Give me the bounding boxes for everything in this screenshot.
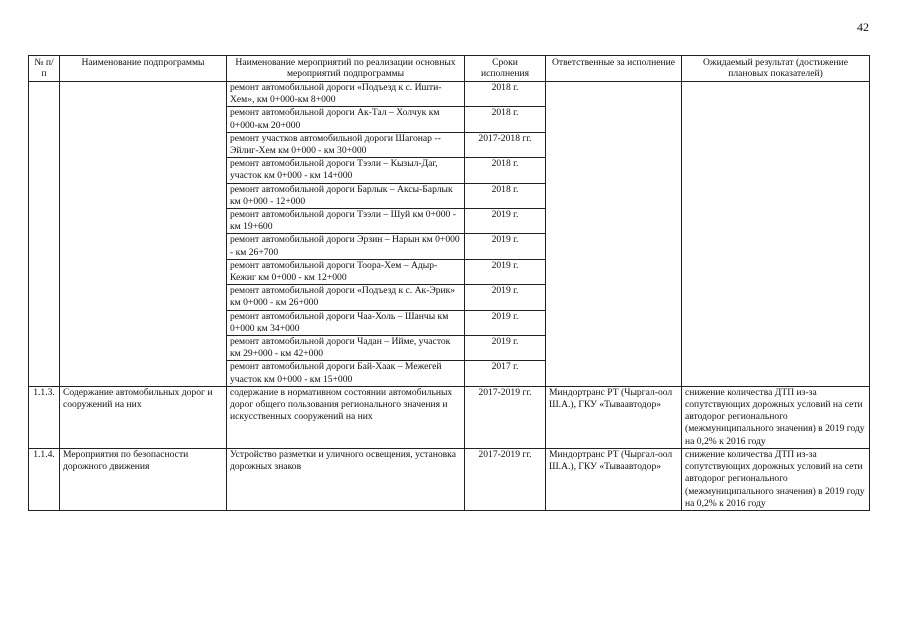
table-row-section [29, 448, 870, 510]
result-cell: снижение количества ДТП из-за сопутствующих дорожных условий на сети автодорог регионального (межмуниципального значения) в 2019 году на 0,2% к 2016 году [682, 386, 870, 448]
activity-cell: ремонт автомобильной дороги «Подъезд к с. Ак-Эрик» км 0+000 - км 26+000 [227, 285, 465, 310]
activity-cell: ремонт автомобильной дороги Бай-Хаак – Межегей участок км 0+000 - км 15+000 [227, 361, 465, 386]
activity-cell: ремонт автомобильной дороги Тоора-Хем – Адыр-Кежиг км 0+000 - км 12+000 [227, 259, 465, 284]
term-cell: 2019 г. [465, 336, 546, 361]
section-number: 1.1.4. [29, 448, 60, 510]
header-term: Сроки исполнения [465, 56, 546, 82]
activity-cell: ремонт автомобильной дороги Чаа-Холь – Шанчы км 0+000 км 34+000 [227, 310, 465, 335]
table-header-row [29, 56, 870, 82]
activity-cell: ремонт автомобильной дороги «Подъезд к с. Ишти-Хем», км 0+000-км 8+000 [227, 82, 465, 107]
term-cell: 2019 г. [465, 310, 546, 335]
term-cell: 2018 г. [465, 158, 546, 183]
section-number: 1.1.3. [29, 386, 60, 448]
term-cell: 2019 г. [465, 234, 546, 259]
result-cell: снижение количества ДТП из-за сопутствующих дорожных условий на сети автодорог регионального (межмуниципального значения) в 2019 году на 0,2% к 2016 году [682, 448, 870, 510]
term-cell: 2017-2019 гг. [465, 448, 546, 510]
responsible-cell: Миндортранс РТ (Чыргал-оол Ш.А.), ГКУ «Тываавтодор» [546, 448, 682, 510]
term-cell: 2017-2018 гг. [465, 132, 546, 157]
activity-cell: ремонт автомобильной дороги Эрзин – Нарын км 0+000 - км 26+700 [227, 234, 465, 259]
activity-cell: ремонт автомобильной дороги Тээли – Шуй км 0+000 - км 19+600 [227, 209, 465, 234]
result-cell-empty [682, 82, 870, 387]
table-row [29, 82, 870, 107]
responsible-cell-empty [546, 82, 682, 387]
subprogram-cell: Содержание автомобильных дорог и сооружений на них [60, 386, 227, 448]
activity-cell: ремонт автомобильной дороги Тээли – Кызыл-Даг, участок км 0+000 - км 14+000 [227, 158, 465, 183]
term-cell: 2019 г. [465, 259, 546, 284]
table-row-section [29, 386, 870, 448]
program-activities-table [28, 55, 870, 511]
term-cell: 2019 г. [465, 209, 546, 234]
responsible-cell: Миндортранс РТ (Чыргал-оол Ш.А.), ГКУ «Тываавтодор» [546, 386, 682, 448]
page-number: 42 [857, 20, 869, 34]
term-cell: 2019 г. [465, 285, 546, 310]
activity-cell: ремонт автомобильной дороги Барлык – Аксы-Барлык км 0+000 - 12+000 [227, 183, 465, 208]
header-subprogram: Наименование подпрограммы [60, 56, 227, 82]
subprogram-cell-empty [60, 82, 227, 387]
header-number: № п/п [29, 56, 60, 82]
activity-cell: ремонт участков автомобильной дороги Шагонар -- Эйлиг-Хем км 0+000 - км 30+000 [227, 132, 465, 157]
activity-cell: ремонт автомобильной дороги Ак-Тал – Холчук км 0+000-км 20+000 [227, 107, 465, 132]
term-cell: 2018 г. [465, 183, 546, 208]
term-cell: 2017-2019 гг. [465, 386, 546, 448]
term-cell: 2017 г. [465, 361, 546, 386]
activity-cell: Устройство разметки и уличного освещения, установка дорожных знаков [227, 448, 465, 510]
header-responsible: Ответственные за исполнение [546, 56, 682, 82]
activity-cell: содержание в нормативном состоянии автомобильных дорог общего пользования регионального значения и искусственных сооружений на них [227, 386, 465, 448]
number-cell-empty [29, 82, 60, 387]
subprogram-cell: Мероприятия по безопасности дорожного движения [60, 448, 227, 510]
term-cell: 2018 г. [465, 82, 546, 107]
activity-cell: ремонт автомобильной дороги Чадан – Ийме, участок км 29+000 - км 42+000 [227, 336, 465, 361]
header-activity: Наименование мероприятий по реализации основных мероприятий подпрограммы [227, 56, 465, 82]
header-result: Ожидаемый результат (достижение плановых показателей) [682, 56, 870, 82]
term-cell: 2018 г. [465, 107, 546, 132]
